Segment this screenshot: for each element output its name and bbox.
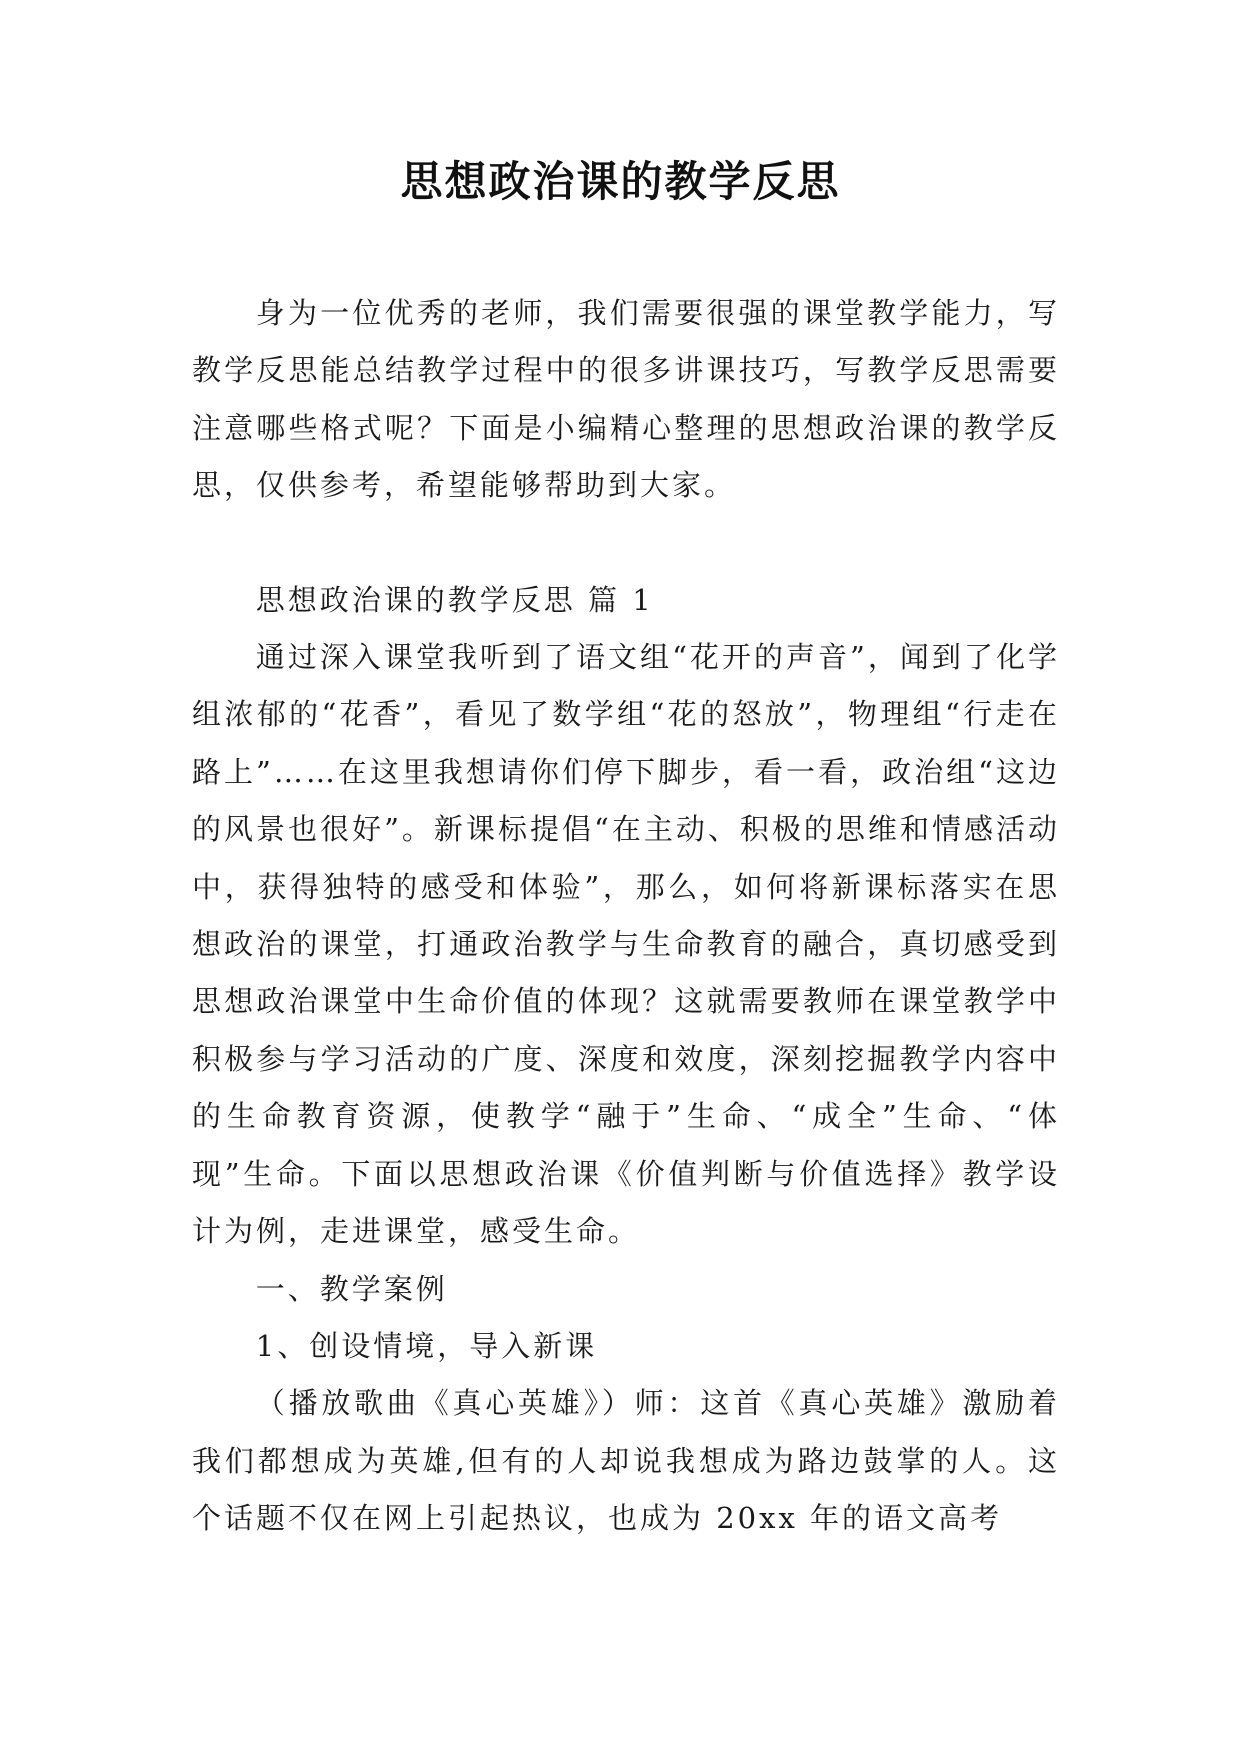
body-paragraph: 通过深入课堂我听到了语文组“花开的声音”，闻到了化学组浓郁的“花香”，看见了数学组“花的怒放”，物理组“行走在路上”……在这里我想请你们停下脚步，看一看，政治组“这边的风景也很好”。新课标提倡“在主动、积极的思维和情感活动中，获得独特的感受和体验”，那么，如何将新课标落实在思想政治的课堂，打通政治教学与生命教育的融合，真切感受到思想政治课堂中生命价值的体现？这就需要教师在课堂教学中积极参与学习活动的广度、深度和效度，深刻挖掘教学内容中的生命教育资源，使教学“融于”生命、“成全”生命、“体现”生命。下面以思想政治课《价值判断与价值选择》教学设计为例，走进课堂，感受生命。 <box>192 640 1060 1249</box>
document-body <box>192 285 1060 1548</box>
body-paragraph: （播放歌曲《真心英雄》）师：这首《真心英雄》激励着我们都想成为英雄,但有的人却说我想成为路边鼓掌的人。这个话题不仅在网上引起热议，也成为 20xx 年的语文高考 <box>192 1386 1060 1536</box>
subheading-case: 一、教学案例 <box>255 1271 448 1306</box>
subheading-intro: 1、创设情境，导入新课 <box>255 1328 598 1363</box>
intro-paragraph: 身为一位优秀的老师，我们需要很强的课堂教学能力，写教学反思能总结教学过程中的很多讲课技巧，写教学反思需要注意哪些格式呢？下面是小编精心整理的思想政治课的教学反思，仅供参考，希望能够帮助到大家。 <box>192 296 1060 503</box>
section-heading: 思想政治课的教学反思 篇 1 <box>255 582 654 617</box>
document-title: 思想政治课的教学反思 <box>400 157 841 206</box>
paragraph-spacer <box>192 515 1060 572</box>
